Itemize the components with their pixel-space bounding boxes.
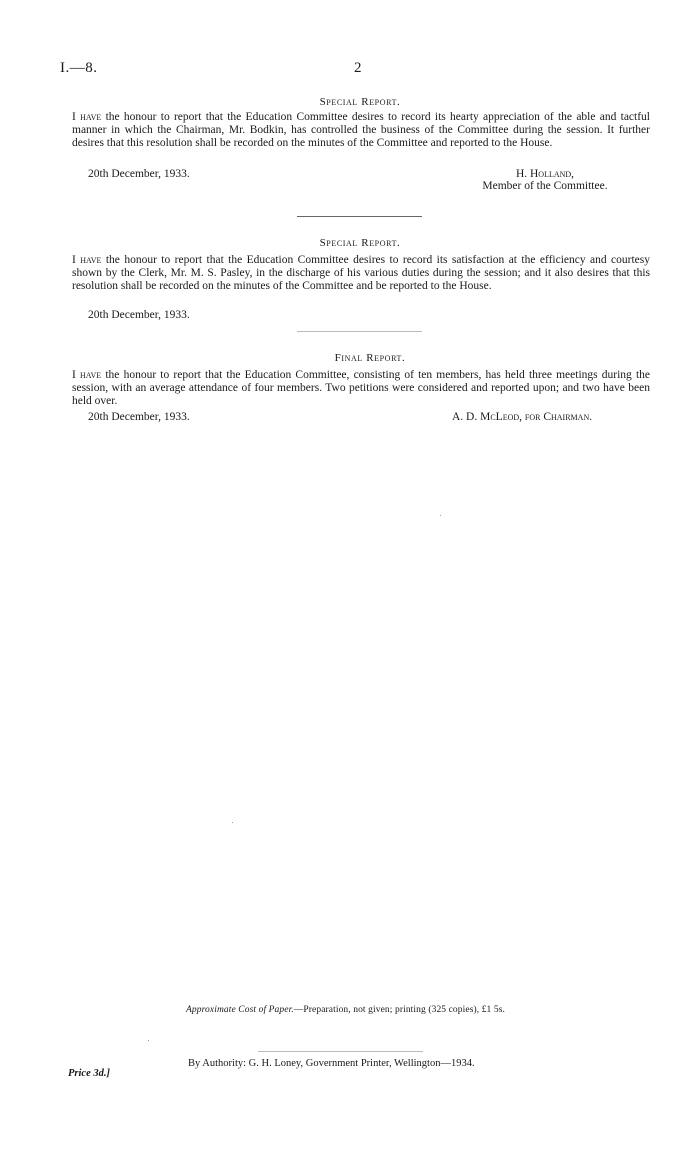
cost-details: —Preparation, not given; printing (325 copies), £1 5s. (293, 1005, 505, 1015)
signature-block-1 (470, 168, 620, 192)
paragraph-body: the honour to report that the Education Committee desires to record its satisfaction at the efficiency and courtesy shown by the Clerk, Mr. M. S. Pasley, in the discharge of his various duties during the session; and it also desires that this resolution shall be recorded on the minutes of the Committee and be reported to the House. (72, 254, 651, 292)
paper-speck (440, 515, 441, 516)
paragraph-lead: I have (72, 254, 102, 266)
section-divider (297, 331, 422, 332)
report-date-1: 20th December, 1933. (88, 168, 190, 180)
printer-authority: By Authority: G. H. Loney, Government Printer, Wellington—1934. (188, 1058, 475, 1069)
cost-label: Approximate Cost of Paper. (186, 1005, 294, 1015)
report-paragraph-3 (72, 369, 650, 408)
signatory-name: A. D. McLeod, for Chairman. (452, 411, 593, 423)
paragraph-body: the honour to report that the Education Committee, consisting of ten members, has held three meetings during the session, with an average attendance of four members. Two petitions were considered and reported upon; and two have been held over. (72, 369, 651, 407)
report-date-2: 20th December, 1933. (88, 309, 190, 321)
paragraph-body: the honour to report that the Education Committee desires to record its hearty appreciation of the able and tactful manner in which the Chairman, Mr. Bodkin, has controlled the business of the Committee during the session. It further desires that this resolution shall be recorded on the minutes of the Committee and reported to the House. (72, 111, 650, 149)
paper-speck (148, 1040, 149, 1041)
report-paragraph-1 (72, 111, 650, 150)
document-reference: I.—8. (60, 60, 98, 76)
report-date-3: 20th December, 1933. (88, 411, 190, 423)
section-heading-special-report-1: Special Report. (319, 96, 401, 108)
signatory-name: H. Holland, (515, 168, 575, 180)
section-heading-special-report-2: Special Report. (319, 237, 401, 249)
report-paragraph-2 (72, 254, 650, 293)
price-label: Price 3d.] (68, 1068, 110, 1079)
paper-speck (232, 822, 233, 823)
section-divider (297, 216, 422, 217)
paragraph-lead: I have (72, 111, 102, 123)
paragraph-lead: I have (72, 369, 102, 381)
footer-rule (258, 1051, 423, 1052)
signatory-title: Member of the Committee. (482, 180, 608, 192)
signature-block-3 (452, 411, 632, 423)
section-heading-final-report: Final Report. (334, 352, 406, 364)
cost-of-paper-note (186, 1005, 505, 1015)
page-number: 2 (354, 60, 362, 76)
